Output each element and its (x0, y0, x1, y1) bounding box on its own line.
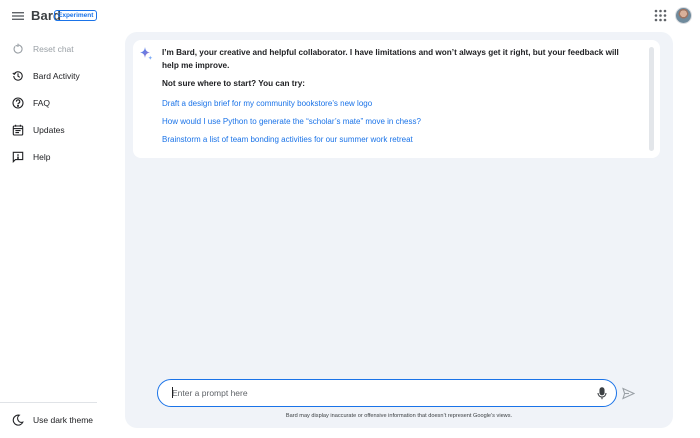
experiment-badge: Experiment (54, 10, 97, 21)
moon-icon (11, 413, 25, 427)
sidebar-divider (0, 402, 97, 403)
hamburger-menu-icon[interactable] (10, 8, 26, 24)
reset-icon (11, 42, 25, 56)
top-bar (0, 0, 700, 32)
suggestion-heading: Not sure where to start? You can try: (162, 79, 306, 88)
sidebar-item-label: Updates (33, 125, 65, 135)
sidebar-item-faq[interactable] (8, 92, 103, 114)
card-scrollbar[interactable] (649, 47, 654, 151)
text-caret (172, 387, 173, 398)
sidebar-item-label: Bard Activity (33, 71, 80, 81)
suggestion-link[interactable]: How would I use Python to generate the “scholar’s mate” move in chess? (162, 117, 421, 126)
dark-theme-toggle[interactable] (8, 409, 103, 431)
bard-sparkle-icon (139, 47, 153, 61)
help-circle-icon (11, 96, 25, 110)
suggestion-link[interactable]: Draft a design brief for my community bookstore’s new logo (162, 99, 373, 108)
feedback-icon (11, 150, 25, 164)
history-icon (11, 69, 25, 83)
sidebar-item-bard-activity[interactable] (8, 65, 103, 87)
bard-intro-text: I’m Bard, your creative and helpful collaborator. I have limitations and won’t always get it right, but your feedback will help me improve. (162, 48, 619, 70)
apps-grid-icon[interactable] (654, 9, 667, 22)
sidebar (0, 32, 110, 438)
sidebar-item-label: Help (33, 152, 51, 162)
sidebar-item-label: Reset chat (33, 44, 74, 54)
disclaimer-text: Bard may display inaccurate or offensive information that doesn’t represent Google’s views. (285, 413, 513, 419)
chat-panel (125, 32, 673, 428)
send-icon[interactable] (622, 387, 635, 400)
welcome-card (133, 40, 660, 158)
sidebar-item-label: FAQ (33, 98, 51, 108)
brand-name: Bard (31, 8, 62, 23)
sidebar-item-help[interactable] (8, 146, 103, 168)
prompt-input[interactable] (172, 385, 572, 401)
user-avatar[interactable] (675, 7, 692, 24)
sidebar-item-updates[interactable] (8, 119, 103, 141)
dark-theme-label: Use dark theme (33, 415, 93, 425)
sidebar-item-reset-chat[interactable] (8, 38, 103, 60)
calendar-icon (11, 123, 25, 137)
prompt-box (157, 379, 617, 407)
suggestion-link[interactable]: Brainstorm a list of team bonding activities for our summer work retreat (162, 135, 413, 144)
microphone-icon[interactable] (596, 387, 608, 400)
